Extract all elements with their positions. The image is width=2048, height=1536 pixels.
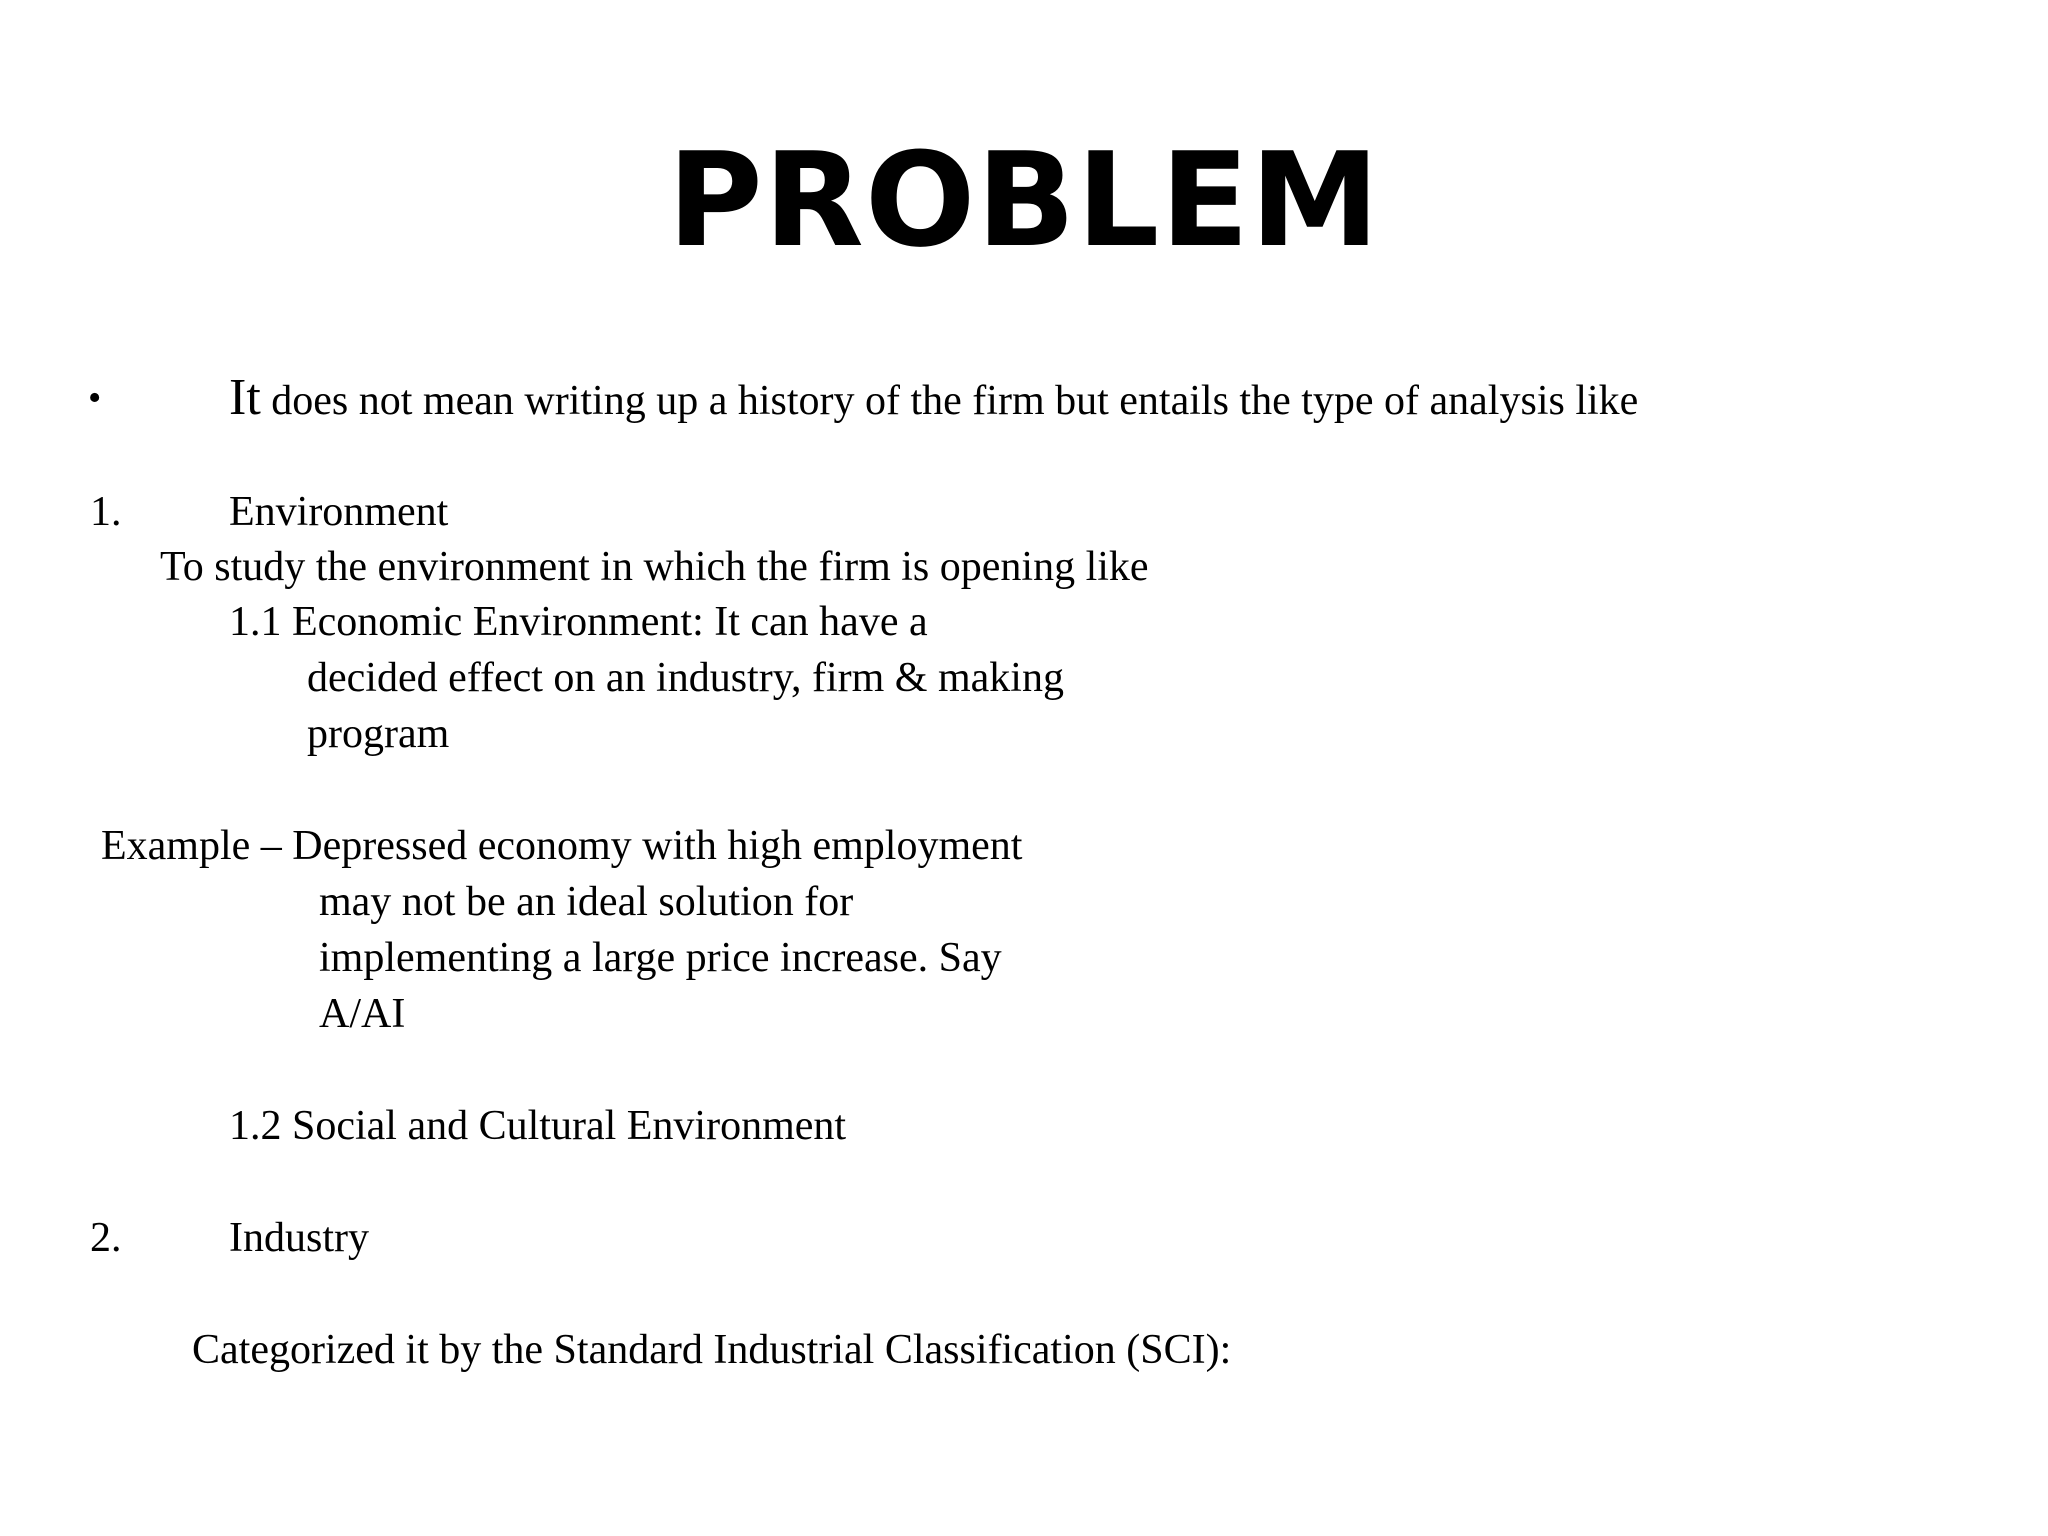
item2-heading: Industry xyxy=(229,1215,369,1261)
intro-text xyxy=(229,370,1638,429)
sub1-line: decided effect on an industry, firm & making xyxy=(307,655,1064,701)
example-line: A/AI xyxy=(319,991,406,1037)
intro-first-word: It xyxy=(229,369,261,426)
example-line: Example – Depressed economy with high employment xyxy=(101,823,1023,869)
slide-title: PROBLEM xyxy=(667,124,1381,276)
item1-number: 1. xyxy=(90,489,122,535)
sub1-line: 1.1 Economic Environment: It can have a xyxy=(229,599,928,645)
example-line: may not be an ideal solution for xyxy=(319,879,854,925)
item1-description: To study the environment in which the firm is opening like xyxy=(160,544,1149,590)
bullet-icon: • xyxy=(88,377,102,419)
item2-number: 2. xyxy=(90,1215,122,1261)
item1-heading: Environment xyxy=(229,489,449,535)
example-line: implementing a large price increase. Say xyxy=(319,935,1002,981)
item2-description: Categorized it by the Standard Industrial Classification (SCI): xyxy=(192,1327,1232,1373)
sub2-heading: 1.2 Social and Cultural Environment xyxy=(229,1103,847,1149)
intro-rest: does not mean writing up a history of the firm but entails the type of analysis like xyxy=(260,378,1639,424)
sub1-line: program xyxy=(307,711,450,757)
